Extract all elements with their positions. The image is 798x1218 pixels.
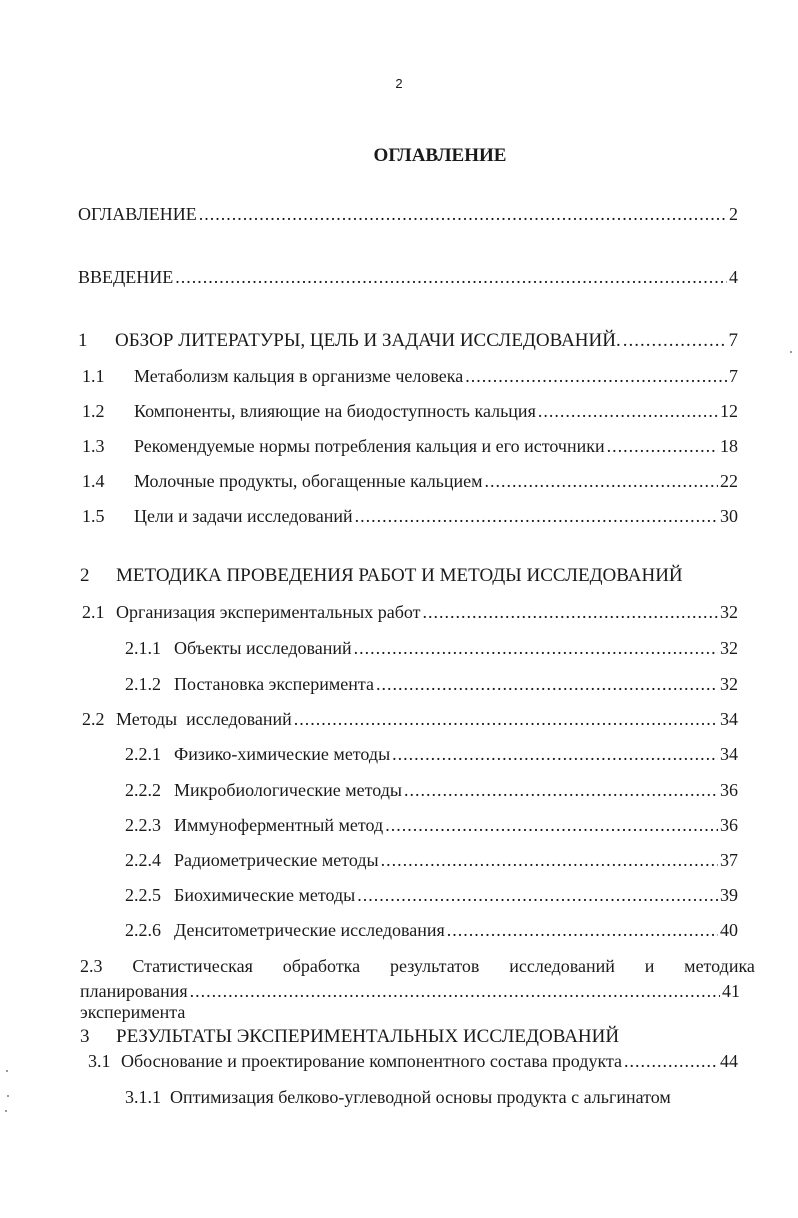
toc-entry-page: 7 — [729, 366, 738, 386]
toc-entry-text: Обоснование и проектирование компонентного состава продукта — [121, 1051, 623, 1071]
toc-entry-number: 1.4 — [82, 471, 105, 491]
toc-chapter-number: 3 — [80, 1026, 90, 1047]
toc-entry-text: Рекомендуемые нормы потребления кальция и его источники — [134, 436, 605, 456]
toc-entry-text: Молочные продукты, обогащенные кальцием — [134, 471, 483, 491]
toc-entry-number: 1.5 — [82, 506, 105, 526]
toc-entry-page: 32 — [720, 602, 738, 622]
scan-artifact — [7, 1095, 9, 1097]
toc-entry-number: 1.2 — [82, 401, 105, 421]
toc-entry-page: 34 — [720, 744, 738, 764]
dot-leader — [199, 204, 727, 225]
toc-entry-2-2-6[interactable] — [125, 920, 738, 941]
dot-leader — [355, 506, 718, 527]
dot-leader — [485, 471, 718, 492]
toc-entry-text: Физико-химические методы — [174, 744, 391, 764]
toc-entry-page: 36 — [720, 780, 738, 800]
toc-entry-page: 34 — [720, 709, 738, 729]
scan-artifact — [790, 351, 792, 353]
toc-entry-number: 2.2 — [82, 709, 105, 729]
toc-chapter-text: ОБЗОР ЛИТЕРАТУРЫ, ЦЕЛЬ И ЗАДАЧИ ИССЛЕДОВАНИЙ. — [115, 330, 621, 351]
scan-artifact — [6, 1070, 8, 1072]
toc-entry-2-2-1[interactable] — [125, 744, 738, 765]
toc-entry-page: 18 — [720, 436, 738, 456]
toc-entry-text: планирования эксперимента — [80, 981, 188, 1022]
toc-entry-line-1 — [80, 956, 755, 977]
dot-leader — [404, 780, 718, 801]
dot-leader — [538, 401, 718, 422]
toc-entry-page: 40 — [720, 920, 738, 940]
toc-entry-text: Объекты исследований — [174, 638, 352, 658]
toc-entry-text: ОГЛАВЛЕНИЕ — [78, 204, 197, 224]
dot-leader — [381, 850, 718, 871]
dot-leader — [447, 920, 718, 941]
dot-leader — [624, 1051, 718, 1072]
toc-entry-1-3[interactable] — [82, 436, 738, 457]
toc-entry-2-2-2[interactable] — [125, 780, 738, 801]
dot-leader — [175, 267, 727, 288]
toc-title: ОГЛАВЛЕНИЕ — [373, 145, 507, 166]
toc-chapter-2[interactable] — [80, 565, 683, 587]
toc-entry-number: 2.1.2 — [125, 674, 161, 694]
page-number: 2 — [395, 76, 403, 91]
toc-entry-number: 2.2.6 — [125, 920, 161, 940]
dot-leader — [465, 366, 727, 387]
toc-entry-page: 22 — [720, 471, 738, 491]
toc-entry-text: Метаболизм кальция в организме человека — [134, 366, 464, 386]
toc-entry-contents[interactable] — [78, 204, 738, 225]
toc-entry-text: Радиометрические методы — [174, 850, 379, 870]
toc-entry-1-4[interactable] — [82, 471, 738, 492]
toc-entry-text: Методы исследований — [116, 709, 292, 729]
toc-entry-page: 32 — [720, 638, 738, 658]
toc-entry-introduction[interactable] — [78, 267, 738, 288]
dot-leader — [190, 981, 720, 1002]
toc-entry-2-3[interactable] — [80, 956, 755, 1023]
toc-entry-3-1[interactable] — [88, 1051, 738, 1072]
dot-leader — [385, 815, 718, 836]
toc-entry-text: Микробиологические методы — [174, 780, 403, 800]
dot-leader — [354, 638, 718, 659]
toc-entry-word: результатов — [389, 956, 480, 976]
toc-entry-text: Оптимизация белково-углеводной основы продукта с альгинатом — [170, 1087, 671, 1107]
toc-entry-page: 44 — [720, 1051, 738, 1071]
dot-leader — [623, 330, 727, 352]
toc-entry-text: Цели и задачи исследований — [134, 506, 353, 526]
dot-leader — [357, 885, 718, 906]
toc-entry-text: Постановка эксперимента — [174, 674, 374, 694]
toc-entry-number: 2.2.2 — [125, 780, 161, 800]
toc-entry-2-2-4[interactable] — [125, 850, 738, 871]
dot-leader — [423, 602, 719, 623]
toc-entry-number: 3.1.1 — [125, 1087, 161, 1107]
toc-entry-number: 2.2.5 — [125, 885, 161, 905]
toc-entry-number: 2.2.3 — [125, 815, 161, 835]
toc-entry-3-1-1[interactable] — [125, 1087, 671, 1108]
toc-chapter-number: 1 — [78, 330, 88, 351]
toc-entry-number: 1.1 — [82, 366, 105, 386]
dot-leader — [376, 674, 718, 695]
toc-chapter-3[interactable] — [80, 1026, 619, 1048]
toc-chapter-page: 7 — [728, 330, 738, 351]
toc-entry-text: Биохимические методы — [174, 885, 356, 905]
toc-entry-page: 12 — [720, 401, 738, 421]
toc-entry-page: 30 — [720, 506, 738, 526]
toc-entry-2-2-3[interactable] — [125, 815, 738, 836]
toc-entry-word: обработка — [282, 956, 361, 976]
toc-entry-text: Организация экспериментальных работ — [116, 602, 421, 622]
toc-entry-number: 2.2.4 — [125, 850, 161, 870]
toc-chapter-text: РЕЗУЛЬТАТЫ ЭКСПЕРИМЕНТАЛЬНЫХ ИССЛЕДОВАНИЙ — [116, 1026, 620, 1047]
toc-entry-page: 2 — [729, 204, 738, 224]
toc-entry-1-2[interactable] — [82, 401, 738, 422]
toc-entry-text: Компоненты, влияющие на биодоступность кальция — [134, 401, 536, 421]
toc-entry-page: 41 — [722, 981, 740, 1001]
toc-entry-text: Иммуноферментный метод — [174, 815, 384, 835]
toc-entry-word: методика — [684, 956, 755, 976]
toc-entry-number: 2.1.1 — [125, 638, 161, 658]
toc-entry-page: 32 — [720, 674, 738, 694]
toc-entry-text: ВВЕДЕНИЕ — [78, 267, 174, 287]
toc-entry-text: Денситометрические исследования — [174, 920, 445, 940]
toc-entry-page: 37 — [720, 850, 738, 870]
toc-entry-word: Статистическая — [132, 956, 253, 976]
toc-entry-number: 2.3 — [80, 956, 103, 976]
toc-entry-word: исследований — [509, 956, 615, 976]
toc-chapter-number: 2 — [80, 565, 90, 586]
toc-entry-1-1[interactable] — [82, 366, 738, 387]
toc-entry-2-1-1[interactable] — [125, 638, 738, 659]
dot-leader — [607, 436, 718, 457]
toc-entry-line-2 — [80, 981, 740, 1023]
toc-entry-word: и — [644, 956, 655, 976]
toc-entry-2-1[interactable] — [82, 602, 738, 623]
toc-chapter-1[interactable] — [78, 330, 738, 352]
toc-entry-number: 3.1 — [88, 1051, 111, 1071]
toc-entry-2-2-5[interactable] — [125, 885, 738, 906]
scan-artifact — [5, 1110, 7, 1112]
toc-entry-page: 4 — [729, 267, 738, 287]
dot-leader — [294, 709, 718, 730]
toc-entry-page: 39 — [720, 885, 738, 905]
toc-entry-2-2[interactable] — [82, 709, 738, 730]
toc-entry-number: 1.3 — [82, 436, 105, 456]
toc-chapter-text: МЕТОДИКА ПРОВЕДЕНИЯ РАБОТ И МЕТОДЫ ИССЛЕДОВАНИЙ — [116, 565, 683, 586]
toc-entry-2-1-2[interactable] — [125, 674, 738, 695]
dot-leader — [392, 744, 718, 765]
toc-entry-1-5[interactable] — [82, 506, 738, 527]
toc-entry-number: 2.1 — [82, 602, 105, 622]
toc-entry-number: 2.2.1 — [125, 744, 161, 764]
toc-entry-page: 36 — [720, 815, 738, 835]
